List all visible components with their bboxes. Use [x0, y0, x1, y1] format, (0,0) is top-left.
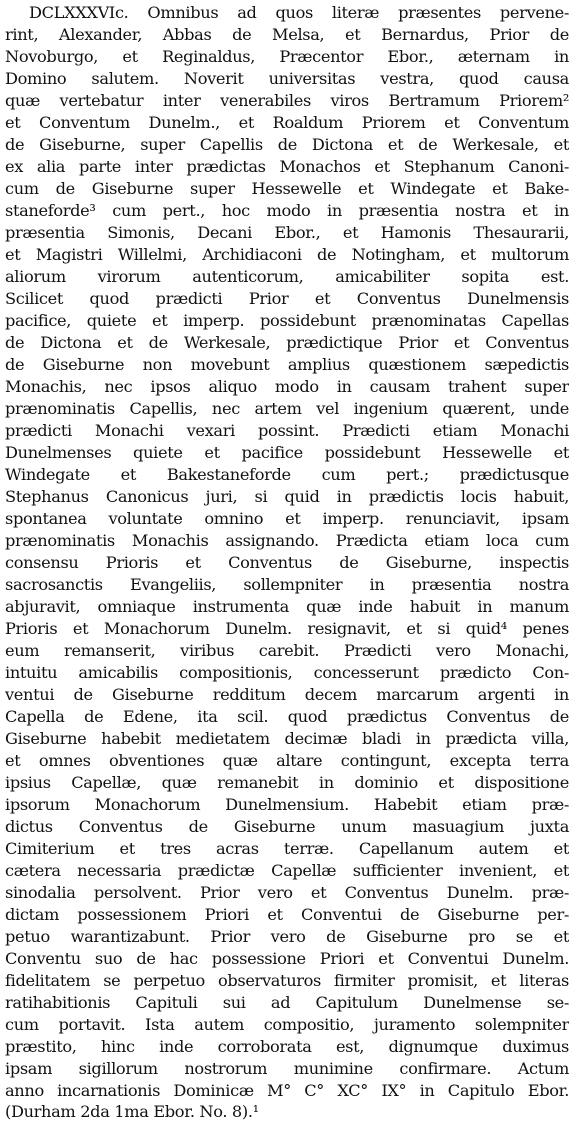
- text-line: cætera necessaria prædictæ Capellæ sufficienter invenient, et: [5, 861, 569, 880]
- text-line: ventui de Giseburne redditum decem marcarum argenti in: [5, 685, 569, 704]
- text-line: aliorum virorum autenticorum, amicabiliter sopita est.: [5, 267, 569, 286]
- text-line: ipsius Capellæ, quæ remanebit in dominio et dispositione: [5, 773, 569, 792]
- text-line: de Giseburne, super Capellis de Dictona et de Werkesale, et: [5, 135, 569, 154]
- document-page: [5, 0, 569, 1124]
- text-line: petuo warantizabunt. Prior vero de Giseburne pro se et: [5, 927, 569, 946]
- text-line: cum portavit. Ista autem compositio, juramento solempniter: [5, 1015, 569, 1034]
- text-line: de Giseburne non movebunt amplius quæstionem sæpedictis: [5, 355, 569, 374]
- text-line: quæ vertebatur inter venerabiles viros Bertramum Priorem²: [5, 91, 569, 110]
- text-line: Monachis, nec ipsos aliquo modo in causam trahent super: [5, 377, 569, 396]
- text-line: ratihabitionis Capituli sui ad Capitulum Dunelmense se-: [5, 993, 569, 1012]
- text-line: ex alia parte inter prædictas Monachos et Stephanum Canoni-: [5, 157, 569, 176]
- text-line: spontanea voluntate omnino et imperp. renunciavit, ipsam: [5, 509, 569, 528]
- text-line: Stephanus Canonicus juri, si quid in prædictis locis habuit,: [5, 487, 569, 506]
- text-line: staneforde³ cum pert., hoc modo in præsentia nostra et in: [5, 201, 569, 220]
- text-line: Conventu suo de hac possessione Priori et Conventui Dunelm.: [5, 949, 569, 968]
- text-line: Dunelmenses quiete et pacifice possidebunt Hessewelle et: [5, 443, 569, 462]
- text-line: cum de Giseburne super Hessewelle et Windegate et Bake-: [5, 179, 569, 198]
- text-line: prænominatis Monachis assignando. Prædicta etiam loca cum: [5, 531, 569, 550]
- text-line: Domino salutem. Noverit universitas vestra, quod causa: [5, 69, 569, 88]
- text-line: et Magistri Willelmi, Archidiaconi de Notingham, et multorum: [5, 245, 569, 264]
- text-line: prænominatis Capellis, nec artem vel ingenium quærent, unde: [5, 399, 569, 418]
- text-line: Prioris et Monachorum Dunelm. resignavit, et si quid⁴ penes: [5, 619, 569, 638]
- text-line: et omnes obventiones quæ altare contingunt, excepta terra: [5, 751, 569, 770]
- text-line: dictam possessionem Priori et Conventui de Giseburne per-: [5, 905, 569, 924]
- text-line: anno incarnationis Dominicæ M° C° XC° IX° in Capitulo Ebor.: [5, 1081, 569, 1100]
- text-line: DCLXXXVIc. Omnibus ad quos literæ præsentes pervene-: [29, 3, 569, 22]
- text-line: Cimiterium et tres acras terræ. Capellanum autem et: [5, 839, 569, 858]
- text-line: fidelitatem se perpetuo observaturos firmiter promisit, et literas: [5, 971, 569, 990]
- text-line: sinodalia persolvent. Prior vero et Conventus Dunelm. præ-: [5, 883, 569, 902]
- text-line: præsentia Simonis, Decani Ebor., et Hamonis Thesaurarii,: [5, 223, 569, 242]
- text-line: ipsam sigillorum nostrorum munimine confirmare. Actum: [5, 1059, 569, 1078]
- text-line: abjuravit, omniaque instrumenta quæ inde habuit in manum: [5, 597, 569, 616]
- text-line: ipsorum Monachorum Dunelmensium. Habebit etiam præ-: [5, 795, 569, 814]
- text-line: de Dictona et de Werkesale, prædictique Prior et Conventus: [5, 333, 569, 352]
- text-line: præstito, hinc inde corroborata est, dignumque duximus: [5, 1037, 569, 1056]
- text-line: Scilicet quod prædicti Prior et Conventus Dunelmensis: [5, 289, 569, 308]
- text-line: sacrosanctis Evangeliis, sollempniter in præsentia nostra: [5, 575, 569, 594]
- text-line: intuitu amicabilis compositionis, concesserunt prædicto Con-: [5, 663, 569, 682]
- source-reference: (Durham 2da 1ma Ebor. No. 8).¹: [5, 1102, 259, 1121]
- text-line: rint, Alexander, Abbas de Melsa, et Bernardus, Prior de: [5, 25, 569, 44]
- text-line: consensu Prioris et Conventus de Giseburne, inspectis: [5, 553, 569, 572]
- text-line: eum remanserit, viribus carebit. Prædicti vero Monachi,: [5, 641, 569, 660]
- text-line: Capella de Edene, ita scil. quod prædictus Conventus de: [5, 707, 569, 726]
- text-line: Novoburgo, et Reginaldus, Præcentor Ebor., æternam in: [5, 47, 569, 66]
- text-line: prædicti Monachi vexari possint. Prædicti etiam Monachi: [5, 421, 569, 440]
- text-line: dictus Conventus de Giseburne unum masuagium juxta: [5, 817, 569, 836]
- text-line: Windegate et Bakestaneforde cum pert.; prædictusque: [5, 465, 569, 484]
- text-line: Giseburne habebit medietatem decimæ bladi in prædicta villa,: [5, 729, 569, 748]
- text-line: pacifice, quiete et imperp. possidebunt prænominatas Capellas: [5, 311, 569, 330]
- text-line: et Conventum Dunelm., et Roaldum Priorem et Conventum: [5, 113, 569, 132]
